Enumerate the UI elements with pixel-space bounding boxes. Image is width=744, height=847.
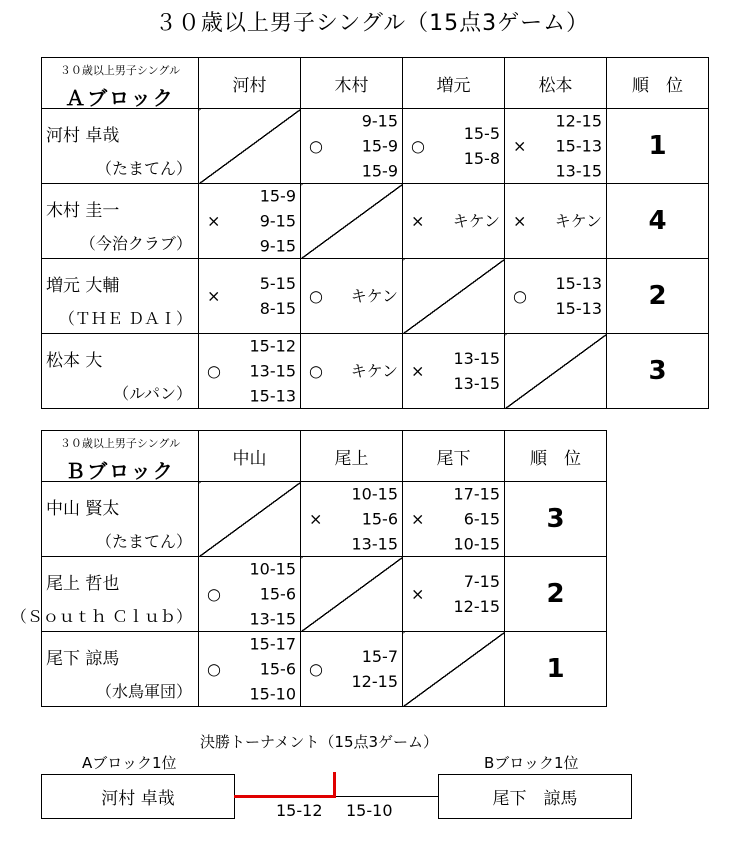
- game-scores: [555, 209, 602, 234]
- self-match-diagonal: [505, 334, 607, 409]
- game-score: 15-6: [259, 659, 296, 679]
- result-mark: ○: [207, 659, 221, 679]
- column-header-1: 中山: [199, 431, 301, 482]
- rank-value: 3: [505, 482, 607, 557]
- rank-value: 1: [607, 109, 709, 184]
- column-header-1: 河村: [199, 58, 301, 109]
- block-label-cell: [42, 431, 199, 482]
- bracket-winner-riser: [333, 772, 336, 798]
- player-row: [42, 482, 607, 557]
- match-result-cell: [505, 109, 607, 184]
- game-score: 15-5: [463, 124, 500, 143]
- game-score: キケン: [350, 286, 398, 306]
- game-score: 15-17: [249, 634, 296, 654]
- block-name: Ａブロック: [65, 86, 175, 110]
- result-mark: ×: [207, 211, 221, 231]
- player-team: （今治クラブ）: [79, 234, 192, 253]
- player-row: [42, 632, 607, 707]
- game-score: 10-15: [351, 484, 398, 504]
- final-left-player-box: 河村 卓哉: [41, 774, 235, 819]
- block-a-winner-label: Aブロック1位: [82, 754, 177, 772]
- match-result-cell: [403, 109, 505, 184]
- game-score: 13-15: [249, 609, 296, 629]
- page-title: ３０歳以上男子シングル（15点3ゲーム）: [154, 11, 590, 36]
- final-score-game1: 15-12: [276, 801, 323, 820]
- game-score: 9-15: [259, 211, 296, 231]
- game-score: 15-7: [361, 647, 398, 666]
- result-mark: ×: [513, 211, 527, 231]
- column-header-2: 尾上: [301, 431, 403, 482]
- rank-header: 順 位: [607, 58, 709, 109]
- game-score: 12-15: [351, 672, 398, 691]
- player-cell: [42, 109, 199, 184]
- game-score: 15-9: [361, 136, 398, 156]
- player-cell: [42, 184, 199, 259]
- game-score: 13-15: [351, 534, 398, 554]
- game-scores: [352, 482, 399, 557]
- block-category-label: ３０歳以上男子シングル: [59, 64, 181, 77]
- game-score: キケン: [350, 361, 398, 381]
- rank-value: 1: [505, 632, 607, 707]
- game-scores: [454, 346, 501, 396]
- player-name: 松本 大: [46, 351, 103, 371]
- game-score: 15-6: [361, 509, 398, 529]
- match-result-cell: [301, 482, 403, 557]
- game-score: 15-9: [361, 161, 398, 181]
- game-scores: [453, 209, 500, 234]
- match-result-cell: [301, 632, 403, 707]
- player-row: [42, 184, 709, 259]
- player-team: （たまてん）: [95, 532, 192, 551]
- game-scores: [454, 482, 501, 557]
- game-score: 5-15: [259, 274, 296, 293]
- result-mark: ○: [309, 136, 323, 156]
- game-score: 10-15: [249, 559, 296, 579]
- rank-value: 2: [505, 557, 607, 632]
- self-match-diagonal: [403, 259, 505, 334]
- match-result-cell: [301, 109, 403, 184]
- game-score: キケン: [452, 211, 500, 231]
- final-tournament-title: 決勝トーナメント（15点3ゲーム）: [200, 733, 439, 751]
- player-row: [42, 259, 709, 334]
- header-row: [42, 58, 709, 109]
- block-label-cell: [42, 58, 199, 109]
- game-score: キケン: [554, 211, 602, 231]
- game-score: 15-12: [249, 336, 296, 356]
- player-name: 増元 大輔: [46, 276, 120, 296]
- self-match-diagonal: [199, 482, 301, 557]
- game-score: 15-13: [555, 299, 602, 318]
- player-row: [42, 109, 709, 184]
- game-score: 9-15: [361, 111, 398, 131]
- game-scores: [362, 109, 398, 184]
- result-mark: ×: [411, 211, 425, 231]
- match-result-cell: [199, 557, 301, 632]
- match-result-cell: [403, 184, 505, 259]
- game-scores: [464, 121, 500, 171]
- result-mark: ×: [411, 509, 425, 529]
- block-a-table: [41, 57, 709, 409]
- player-cell: [42, 334, 199, 409]
- player-cell: [10, 557, 199, 632]
- bracket-line: [336, 796, 438, 797]
- game-score: 9-15: [259, 236, 296, 256]
- game-scores: [351, 284, 398, 309]
- game-scores: [556, 109, 603, 184]
- player-cell: [42, 259, 199, 334]
- game-score: 15-9: [259, 186, 296, 206]
- player-team: （ルパン）: [113, 384, 192, 403]
- game-score: 17-15: [453, 484, 500, 504]
- result-mark: ○: [309, 659, 323, 679]
- match-result-cell: [199, 184, 301, 259]
- self-match-diagonal: [301, 184, 403, 259]
- self-match-diagonal: [301, 557, 403, 632]
- match-result-cell: [199, 334, 301, 409]
- player-cell: [42, 632, 199, 707]
- rank-value: 4: [607, 184, 709, 259]
- rank-value: 3: [607, 334, 709, 409]
- game-scores: [351, 359, 398, 384]
- game-score: 6-15: [463, 509, 500, 529]
- game-score: 12-15: [555, 111, 602, 131]
- player-name: 中山 賢太: [46, 499, 120, 519]
- result-mark: ○: [513, 286, 527, 306]
- game-score: 13-15: [453, 349, 500, 368]
- player-name: 河村 卓哉: [46, 126, 120, 146]
- match-result-cell: [403, 557, 505, 632]
- block-name: Ｂブロック: [65, 459, 175, 483]
- game-score: 13-15: [249, 361, 296, 381]
- match-result-cell: [301, 259, 403, 334]
- game-scores: [352, 644, 399, 694]
- result-mark: ×: [411, 361, 425, 381]
- match-result-cell: [505, 184, 607, 259]
- final-score-game2: 15-10: [346, 801, 393, 820]
- player-name: 尾上 哲也: [46, 574, 120, 594]
- match-result-cell: [403, 482, 505, 557]
- game-scores: [250, 632, 297, 707]
- result-mark: ×: [513, 136, 527, 156]
- self-match-diagonal: [403, 632, 505, 707]
- result-mark: ×: [411, 584, 425, 604]
- result-mark: ○: [309, 286, 323, 306]
- header-row: [42, 431, 607, 482]
- game-score: 15-8: [463, 149, 500, 168]
- column-header-3: 尾下: [403, 431, 505, 482]
- result-mark: ×: [207, 286, 221, 306]
- block-category-label: ３０歳以上男子シングル: [59, 437, 181, 450]
- game-score: 12-15: [453, 597, 500, 616]
- game-scores: [454, 569, 501, 619]
- result-mark: ○: [207, 361, 221, 381]
- result-mark: ○: [207, 584, 221, 604]
- match-result-cell: [301, 334, 403, 409]
- self-match-diagonal: [199, 109, 301, 184]
- game-scores: [250, 557, 297, 632]
- match-result-cell: [199, 259, 301, 334]
- game-score: 15-6: [259, 584, 296, 604]
- block-b-winner-label: Bブロック1位: [484, 754, 579, 772]
- game-score: 10-15: [453, 534, 500, 554]
- result-mark: ○: [309, 361, 323, 381]
- game-score: 8-15: [259, 299, 296, 318]
- column-header-4: 松本: [505, 58, 607, 109]
- game-score: 13-15: [555, 161, 602, 181]
- game-score: 15-13: [555, 136, 602, 156]
- result-mark: ×: [309, 509, 323, 529]
- match-result-cell: [199, 632, 301, 707]
- player-name: 木村 圭一: [46, 201, 120, 221]
- game-score: 15-13: [555, 274, 602, 293]
- rank-value: 2: [607, 259, 709, 334]
- game-score: 15-13: [249, 386, 296, 406]
- game-score: 13-15: [453, 374, 500, 393]
- bracket-winner-line: [234, 795, 336, 798]
- match-result-cell: [403, 334, 505, 409]
- match-result-cell: [505, 259, 607, 334]
- game-scores: [556, 271, 603, 321]
- player-team: （水鳥軍団）: [95, 682, 192, 701]
- column-header-2: 木村: [301, 58, 403, 109]
- player-cell: [42, 482, 199, 557]
- game-score: 7-15: [463, 572, 500, 591]
- player-team: （たまてん）: [95, 159, 192, 178]
- column-header-3: 増元: [403, 58, 505, 109]
- block-b-table: [10, 430, 607, 707]
- player-row: [42, 334, 709, 409]
- player-team: （ＴＨＥ ＤＡＩ）: [58, 309, 192, 328]
- player-team: （Ｓｏｕｔｈ Ｃｌｕｂ）: [10, 607, 192, 626]
- result-mark: ○: [411, 136, 425, 156]
- final-right-player-box: 尾下 諒馬: [438, 774, 632, 819]
- game-scores: [260, 184, 296, 259]
- player-row: [42, 557, 607, 632]
- player-name: 尾下 諒馬: [46, 649, 120, 669]
- rank-header: 順 位: [505, 431, 607, 482]
- game-scores: [260, 271, 296, 321]
- game-scores: [250, 334, 297, 409]
- game-score: 15-10: [249, 684, 296, 704]
